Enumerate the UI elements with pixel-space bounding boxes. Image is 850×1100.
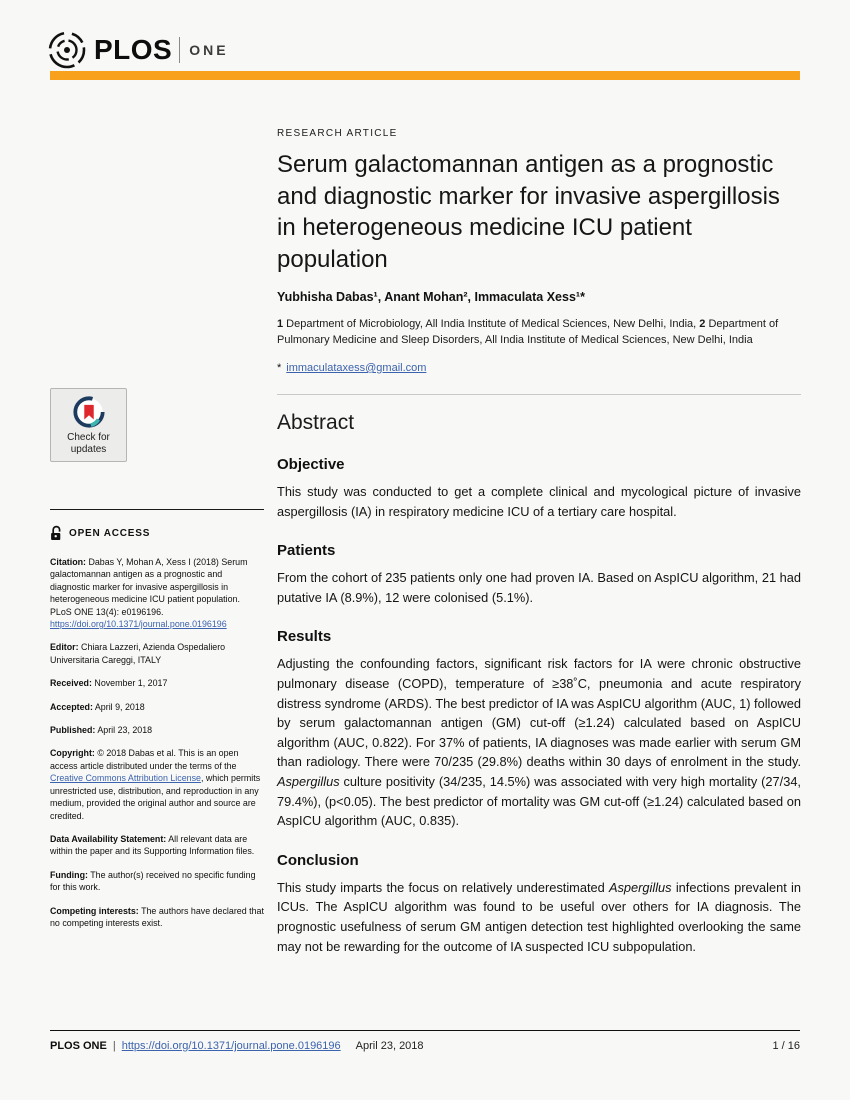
abstract-heading: Abstract xyxy=(277,411,355,434)
citation-label: Citation: xyxy=(50,557,86,567)
article-body xyxy=(277,128,801,956)
crossmark-label-line2: updates xyxy=(70,444,107,455)
plos-logo-text: PLOS xyxy=(94,34,173,65)
affiliation-1-number: 1 xyxy=(277,318,284,330)
article-type-label: RESEARCH ARTICLE xyxy=(277,128,398,139)
abstract-divider xyxy=(277,394,801,395)
results-text-2: culture positivity (34/235, 14.5%) was associated with very high mortality (27/34, 79.4%), (p<0.05). The best predictor of mortality was GM cut-off (≥1.24) calculated based on AspICU algorithm (AUC, 0.835). xyxy=(277,773,801,829)
footer-doi-link[interactable]: https://doi.org/10.1371/journal.pone.0196196 xyxy=(121,1040,341,1052)
open-access-row xyxy=(50,525,264,541)
open-access-icon xyxy=(50,525,63,541)
conclusion-text xyxy=(277,878,801,956)
footer-row xyxy=(50,1040,800,1052)
author-list: Yubhisha Dabas¹, Anant Mohan², Immaculata Xess¹* xyxy=(277,290,585,304)
conclusion-heading: Conclusion xyxy=(277,851,359,869)
crossmark-label-line1: Check for xyxy=(67,432,110,443)
competing-interests-block xyxy=(50,905,264,930)
copyright-text-1: © 2018 Dabas et al. This is an open access article distributed under the terms of the xyxy=(50,748,239,771)
footer-page-number: 1 / 16 xyxy=(772,1040,800,1052)
published-block xyxy=(50,724,264,736)
citation-block xyxy=(50,556,264,630)
plos-logo xyxy=(47,30,229,70)
competing-interests-label: Competing interests: xyxy=(50,905,139,916)
footer-pipe: | xyxy=(112,1040,116,1052)
results-italic-term: Aspergillus xyxy=(277,773,340,789)
results-text xyxy=(277,654,801,830)
patients-text: From the cohort of 235 patients only one had proven IA. Based on AspICU algorithm, 21 had putative IA (8.9%), 12 were colonised (5.1%). xyxy=(277,570,801,605)
check-for-updates-badge[interactable] xyxy=(50,388,127,462)
accent-bar xyxy=(50,71,800,80)
affiliation-2-text: Department of Pulmonary Medicine and Sleep Disorders, All India Institute of Medical Sciences, New Delhi, India xyxy=(277,318,779,346)
citation-text: Dabas Y, Mohan A, Xess I (2018) Serum galactomannan antigen as a prognostic and diagnostic marker for invasive aspergillosis in heterogeneous medicine ICU patient population. PLoS ONE 13(4): e0196196. xyxy=(50,557,248,617)
crossmark-icon xyxy=(72,395,106,429)
sidebar-divider xyxy=(50,509,264,510)
citation-doi-link[interactable]: https://doi.org/10.1371/journal.pone.0196196 xyxy=(50,619,227,630)
editor-text: Chiara Lazzeri, Azienda Ospedaliero Universitaria Careggi, ITALY xyxy=(50,642,226,665)
corresponding-author-row xyxy=(277,362,801,374)
data-availability-block xyxy=(50,833,264,858)
open-access-label: OPEN ACCESS xyxy=(69,527,151,539)
accepted-label: Accepted: xyxy=(50,701,93,712)
footer-divider xyxy=(50,1030,800,1031)
results-text-1: Adjusting the confounding factors, significant risk factors for IA were chronic obstructive pulmonary disease (COPD), temperature of ≥38˚C, pneumonia and acute respiratory distress syndrome (ARDS). The best predictor of IA was AspICU algorithm (AUC, 1) followed by serum galactomannan antigen (GM) cut-off (≥1.24) calculated based on AspICU algorithm (AUC, 0.822). For 37% of patients, IA diagnoses was made earlier with serum GM than radiology. There were 70/235 (29.8%) deaths within 30 days of enrolment in the study. xyxy=(277,656,801,770)
funding-label: Funding: xyxy=(50,869,88,880)
accepted-date: April 9, 2018 xyxy=(92,701,145,712)
editor-block xyxy=(50,641,264,666)
author-email-link[interactable]: immaculataxess@gmail.com xyxy=(286,362,427,374)
cc-license-link[interactable]: Creative Commons Attribution License xyxy=(50,773,201,784)
objective-heading: Objective xyxy=(277,456,345,473)
conclusion-text-2: infections prevalent in ICUs. The AspICU algorithm was found to be useful over others for IA diagnosis. The prognostic usefulness of serum GM antigen detection test highlighted overlooking the same may not be rewarding for the outcome of IA suspected ICU subpopulation. xyxy=(277,879,801,954)
data-availability-text: All relevant data are within the paper and its Supporting Information files. xyxy=(50,833,255,857)
conclusion-italic-term: Aspergillus xyxy=(608,879,672,895)
data-availability-label: Data Availability Statement: xyxy=(50,833,167,844)
funding-text: The author(s) received no specific funding for this work. xyxy=(50,869,256,893)
published-label: Published: xyxy=(50,725,96,736)
affiliation-1-text: Department of Microbiology, All India Institute of Medical Sciences, New Delhi, India, xyxy=(283,318,700,330)
received-date: November 1, 2017 xyxy=(91,678,168,689)
objective-text: This study was conducted to get a complete clinical and mycological picture of invasive aspergillosis (IA) in respiratory medicine ICU of a tertiary care hospital. xyxy=(277,484,801,519)
plos-globe-icon xyxy=(47,30,87,70)
received-block xyxy=(50,677,264,689)
funding-block xyxy=(50,869,264,894)
journal-name: ONE xyxy=(189,42,229,58)
footer-journal-name: PLOS ONE xyxy=(50,1040,107,1052)
article-title: Serum galactomannan antigen as a prognostic and diagnostic marker for invasive aspergillosis in heterogeneous medicine ICU patient population xyxy=(277,151,780,273)
affiliations xyxy=(277,317,801,348)
article-sidebar xyxy=(50,388,264,940)
logo-divider xyxy=(179,37,180,63)
competing-interests-text: The authors have declared that no competing interests exist. xyxy=(50,905,264,928)
corresponding-author-star: * xyxy=(277,362,282,374)
patients-heading: Patients xyxy=(277,542,336,560)
copyright-text-2: , which permits unrestricted use, distribution, and reproduction in any medium, provided the original author and source are credited. xyxy=(50,773,261,821)
editor-label: Editor: xyxy=(50,642,79,653)
accepted-block xyxy=(50,701,264,713)
results-heading: Results xyxy=(277,628,332,646)
published-date: April 23, 2018 xyxy=(95,725,153,736)
footer-date: April 23, 2018 xyxy=(355,1040,424,1052)
conclusion-text-1: This study imparts the focus on relatively underestimated xyxy=(277,879,609,895)
copyright-block xyxy=(50,747,264,821)
affiliation-2-number: 2 xyxy=(699,318,706,330)
received-label: Received: xyxy=(50,678,92,689)
copyright-label: Copyright: xyxy=(50,748,95,759)
